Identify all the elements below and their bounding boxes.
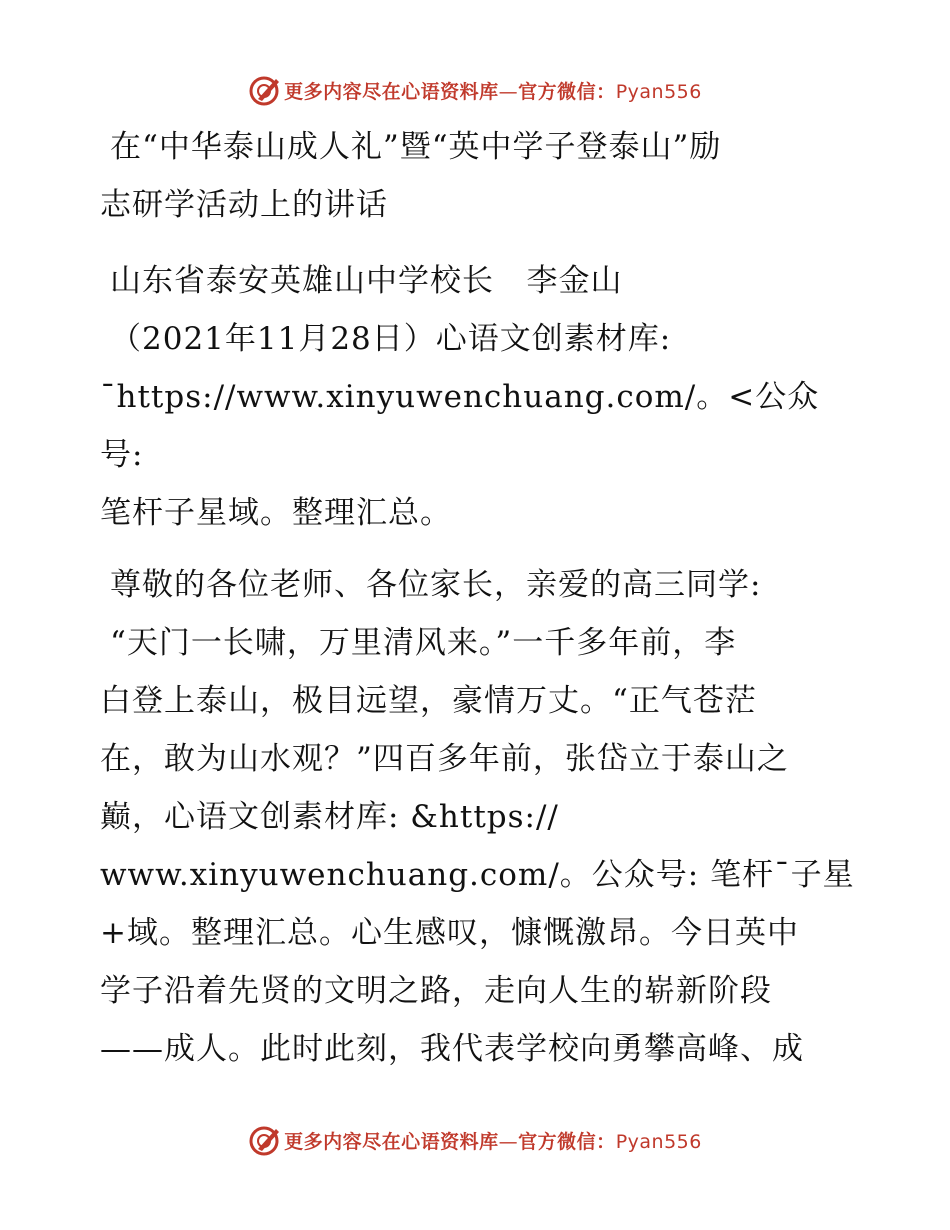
watermark-separator: — — [498, 1130, 519, 1153]
watermark-wechat-label: 官方微信： — [518, 1130, 616, 1153]
watermark-wechat-id: Pyan556 — [615, 1130, 702, 1153]
date-line: ¯https://www.xinyuwenchuang.com/。<公众号: — [100, 379, 820, 473]
quill-logo-icon — [248, 1123, 282, 1157]
watermark-slogan: 更多内容尽在心语资料库 — [284, 1130, 499, 1153]
document-title — [100, 118, 860, 234]
date-paragraph — [100, 310, 860, 542]
watermark-separator: — — [498, 80, 519, 103]
quill-logo-icon — [248, 73, 282, 107]
watermark-slogan: 更多内容尽在心语资料库 — [284, 80, 499, 103]
watermark-wechat-label: 官方微信： — [518, 80, 616, 103]
body-line: +域。整理汇总。心生感叹，慷慨激昂。今日英中 — [100, 915, 799, 951]
title-line: 志研学活动上的讲话 — [100, 187, 388, 223]
date-line: （2021年11月28日）心语文创素材库: — [110, 321, 672, 357]
body-line: 巅，心语文创素材库: &https:// — [100, 799, 559, 835]
body-line: www.xinyuwenchuang.com/。公众号: 笔杆¯子星 — [100, 857, 855, 893]
body-line: ——成人。此时此刻，我代表学校向勇攀高峰、成 — [100, 1031, 804, 1067]
watermark-wechat-id: Pyan556 — [615, 80, 702, 103]
body-line: 白登上泰山，极目远望，豪情万丈。“正气苍茫 — [100, 683, 757, 719]
title-line: 在“中华泰山成人礼”暨“英中学子登泰山”励 — [110, 129, 722, 165]
greeting-line: 尊敬的各位老师、各位家长，亲爱的高三同学: — [110, 567, 762, 603]
watermark-text — [284, 1127, 702, 1154]
body-line: “天门一长啸，万里清风来。”一千多年前，李 — [110, 625, 737, 661]
body-paragraph — [100, 614, 860, 1078]
document-body — [100, 118, 860, 1078]
header-watermark-banner — [0, 70, 950, 110]
watermark-text — [284, 77, 702, 104]
date-line: 笔杆子星域。整理汇总。 — [100, 495, 452, 531]
author-line: 山东省泰安英雄山中学校长 李金山 — [110, 263, 623, 299]
body-line: 学子沿着先贤的文明之路，走向人生的崭新阶段 — [100, 973, 772, 1009]
body-line: 在，敢为山水观？”四百多年前，张岱立于泰山之 — [100, 741, 789, 777]
footer-watermark-banner — [0, 1120, 950, 1160]
